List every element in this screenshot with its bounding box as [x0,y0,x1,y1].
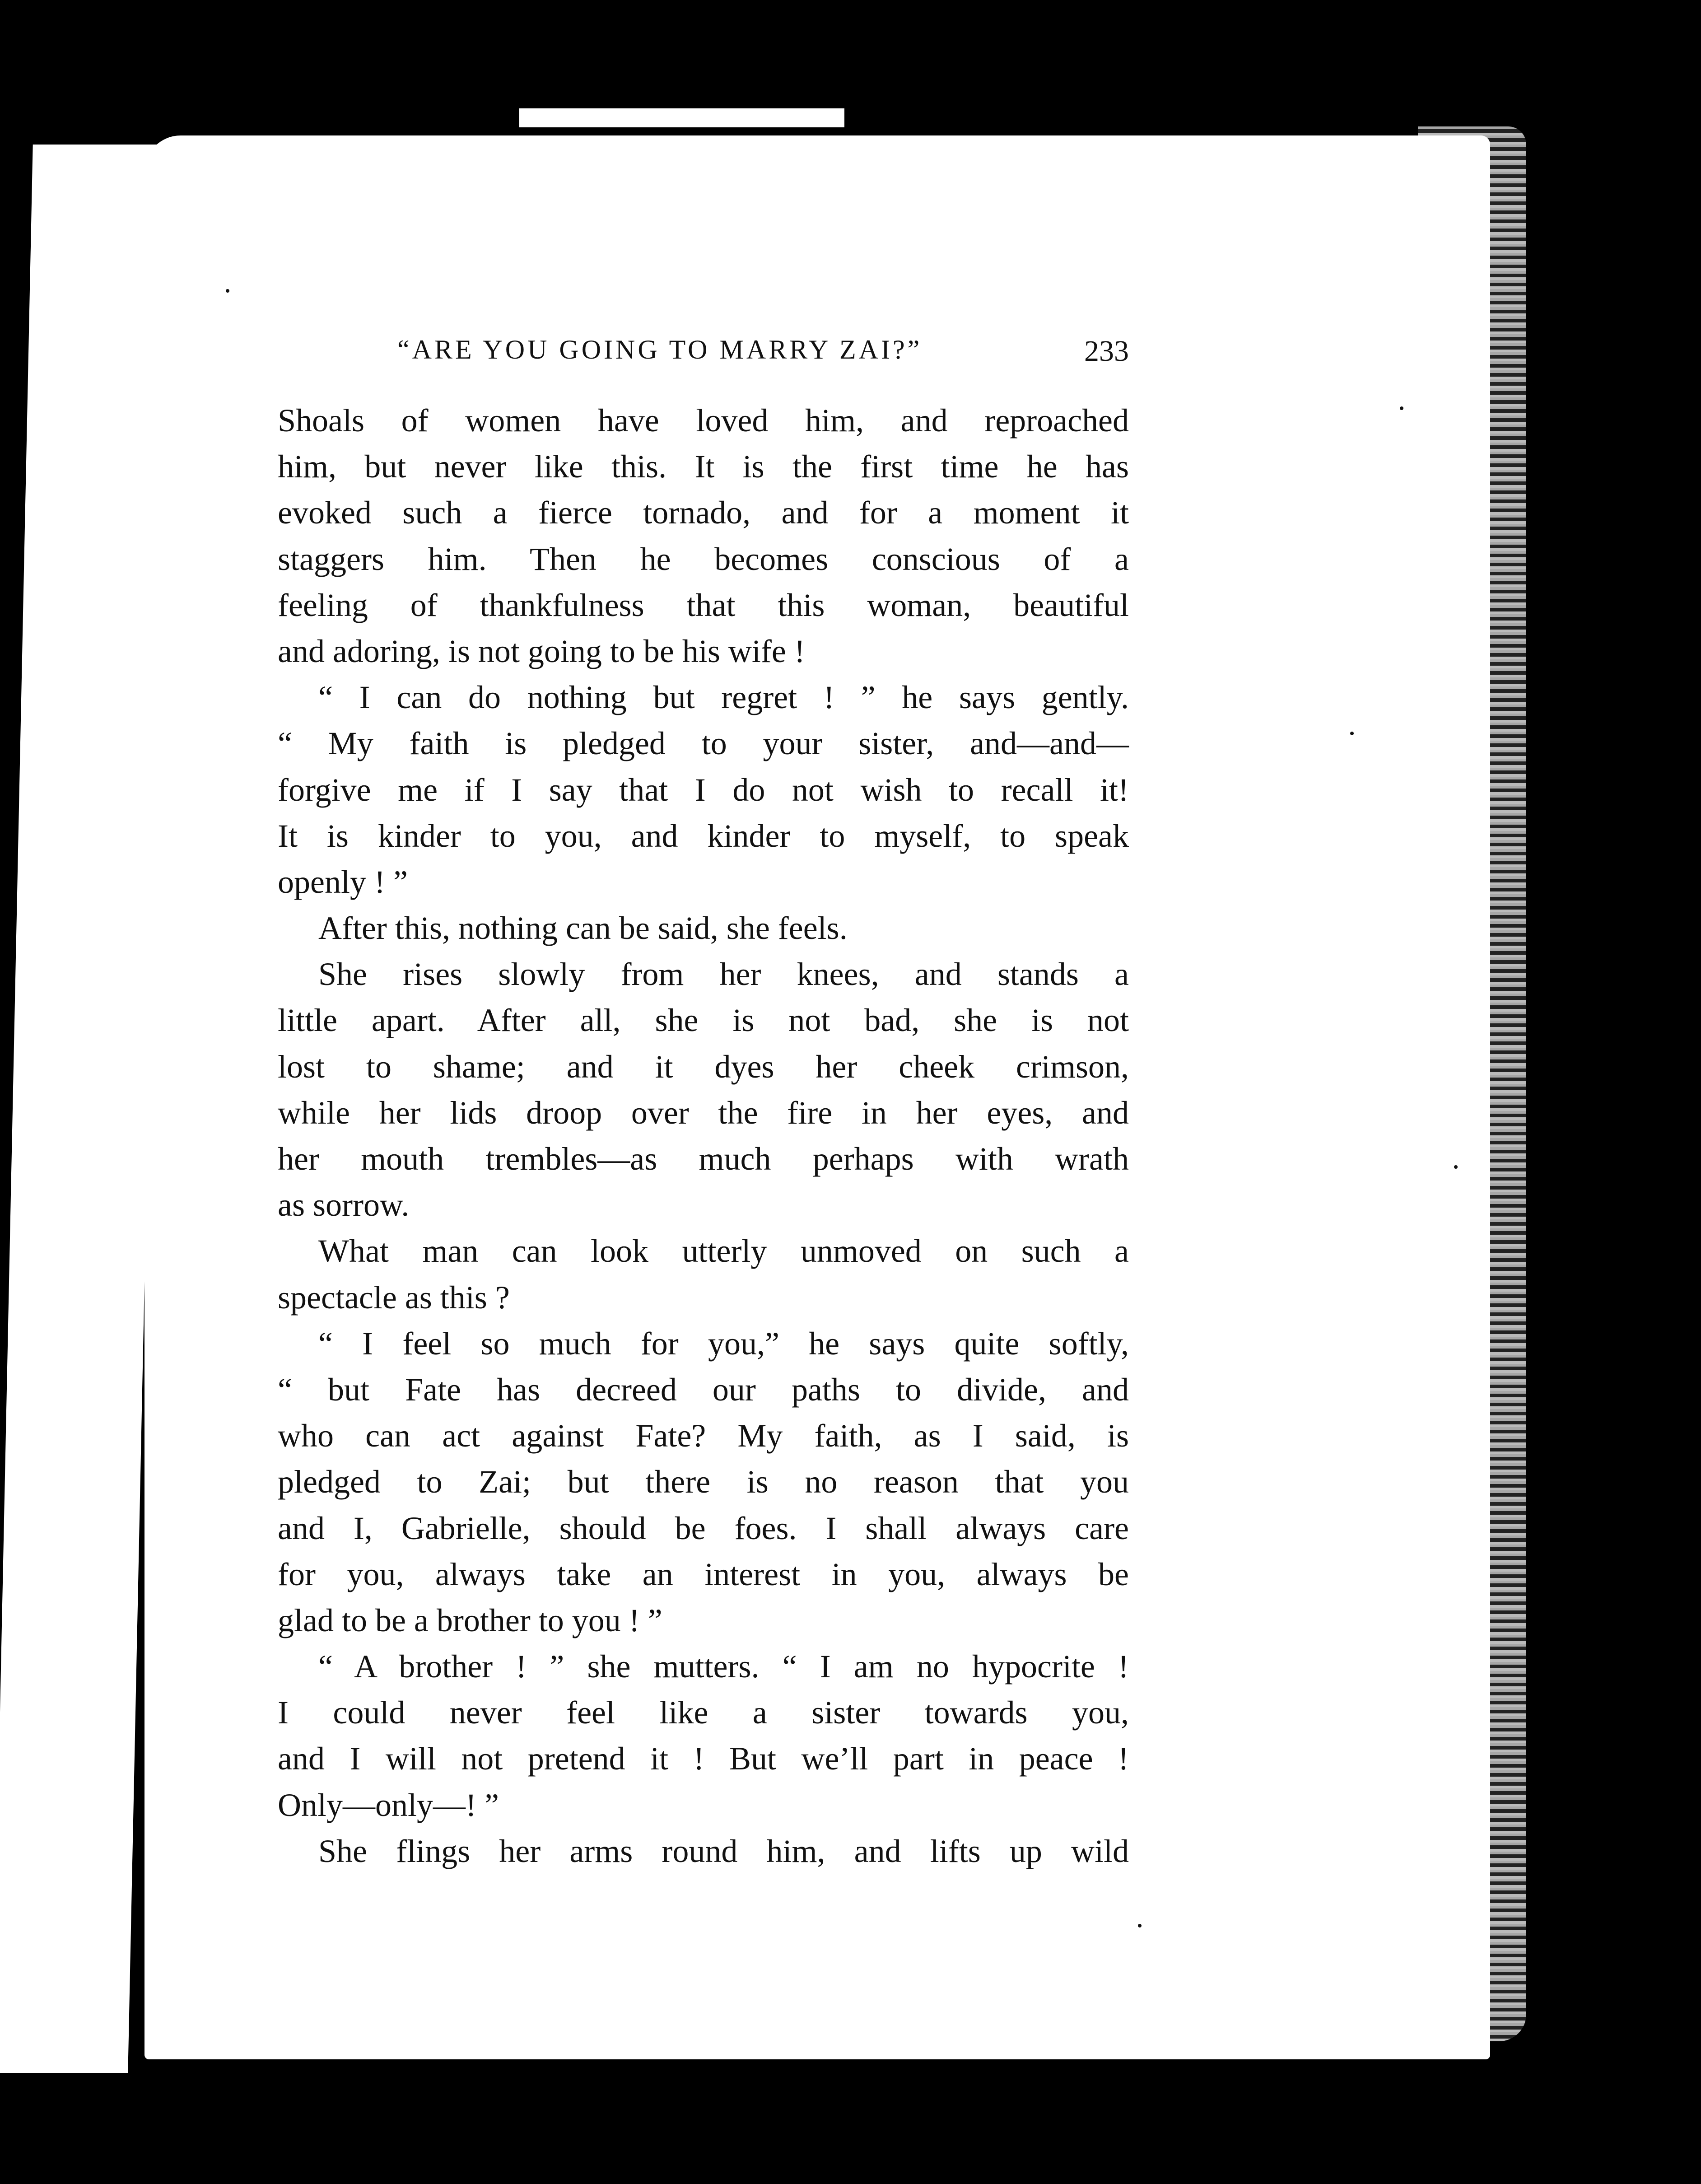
text-line: What man can look utterly unmoved on such a [318,1233,1129,1269]
running-title: “ARE YOU GOING TO MARRY ZAI?” [397,335,923,364]
text-line: and I, Gabrielle, should be foes. I shall always care [278,1510,1129,1546]
text-line: glad to be a brother to you ! ” [278,1602,662,1638]
body-text [278,397,1129,1874]
scan-speck [1400,406,1403,410]
scan-speck [1138,1924,1142,1927]
text-line: “ A brother ! ” she mutters. “ I am no hypocrite ! [318,1648,1129,1685]
running-head [397,334,1129,370]
text-line: for you, always take an interest in you, always be [278,1556,1129,1592]
scan-speck [226,289,229,293]
text-line: and I will not pretend it ! But we’ll part in peace ! [278,1741,1129,1777]
text-line: who can act against Fate? My faith, as I said, is [278,1418,1129,1454]
text-line: lost to shame; and it dyes her cheek crimson, [278,1048,1129,1085]
text-line: pledged to Zai; but there is no reason that you [278,1464,1129,1500]
text-line: “ I feel so much for you,” he says quite softly, [318,1325,1129,1362]
text-line: evoked such a fierce tornado, and for a moment it [278,495,1129,531]
scan-speck [1350,732,1354,735]
text-line: little apart. After all, she is not bad, she is not [278,1002,1129,1039]
text-line: “ My faith is pledged to your sister, and—and— [278,725,1129,762]
scan-speck [1454,1165,1458,1169]
page-number: 233 [1084,335,1129,368]
text-line: forgive me if I say that I do not wish to recall it! [278,771,1129,808]
text-line: him, but never like this. It is the first time he has [278,448,1129,485]
text-line: “ but Fate has decreed our paths to divide, and [278,1371,1129,1408]
text-line: feeling of thankfulness that this woman, beautiful [278,587,1129,623]
text-line: She rises slowly from her knees, and stands a [318,956,1129,993]
text-line: Shoals of women have loved him, and reproached [278,402,1129,439]
left-page-edge [0,145,168,2073]
top-page-edge [519,108,844,127]
text-line: as sorrow. [278,1187,410,1223]
text-line: After this, nothing can be said, she feels. [318,910,848,947]
text-line: staggers him. Then he becomes conscious of a [278,541,1129,577]
text-line: Only—only—! ” [278,1787,499,1823]
text-line: She flings her arms round him, and lifts up wild [318,1833,1129,1869]
text-line: spectacle as this ? [278,1279,510,1316]
text-line: while her lids droop over the fire in her eyes, and [278,1094,1129,1131]
text-line: openly ! ” [278,863,408,900]
text-line: “ I can do nothing but regret ! ” he says gently. [318,679,1129,716]
text-line: I could never feel like a sister towards you, [278,1694,1129,1731]
text-line: her mouth trembles—as much perhaps with wrath [278,1141,1129,1177]
text-line: and adoring, is not going to be his wife ! [278,633,805,669]
text-line: It is kinder to you, and kinder to myself, to speak [278,817,1129,854]
